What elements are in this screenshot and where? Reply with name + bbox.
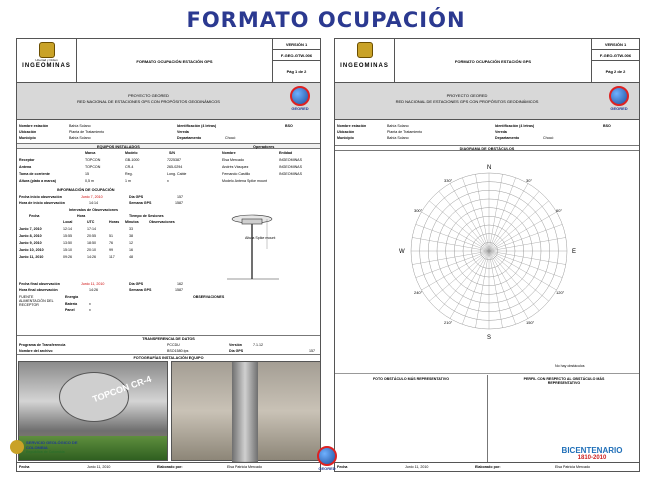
station-name-2: Bahía Solano bbox=[387, 124, 409, 128]
end-date-label: Fecha final observación bbox=[19, 282, 60, 286]
compass-west: W bbox=[399, 249, 405, 255]
ingeominas-logo-2 bbox=[335, 39, 395, 83]
interval-cell-local: 15:10 bbox=[63, 248, 72, 252]
ingeominas-logo bbox=[17, 39, 77, 83]
bicentenario-logo bbox=[552, 446, 632, 461]
equipment-section bbox=[17, 143, 320, 149]
location-value-2: Planta de Tratamiento bbox=[387, 130, 423, 134]
energy-label: Energía bbox=[65, 295, 79, 299]
equipment-row bbox=[17, 171, 320, 177]
compass-north: N bbox=[487, 165, 492, 171]
equipment-title: EQUIPOS INSTALADOS bbox=[97, 145, 140, 149]
municipality-label: Municipio bbox=[19, 136, 36, 140]
interval-cell-fecha: Junio 9, 2010 bbox=[19, 241, 42, 245]
footer-author-2: Elsa Patricia Mercado bbox=[555, 465, 590, 469]
equipment-cell-modelo: CR-4 bbox=[125, 165, 134, 169]
interval-cell-horas: 76 bbox=[109, 241, 113, 245]
form-footer-2 bbox=[335, 462, 639, 471]
equipment-cell-nombre: Fernando Castillo bbox=[222, 172, 251, 176]
globe-icon bbox=[317, 446, 337, 466]
interval-cell-local: 09:26 bbox=[63, 255, 72, 259]
project-name: PROYECTO GEORED bbox=[128, 93, 169, 98]
equipment-cell-marca: TOPCON bbox=[85, 158, 101, 162]
servicio-geologico-logo bbox=[10, 440, 80, 454]
municipality-value-2: Bahía Solano bbox=[387, 136, 409, 140]
equipment-cell-modelo: GB-1000 bbox=[125, 158, 140, 162]
col-date: Fecha bbox=[29, 214, 40, 218]
location-value: Planta de Tratamiento bbox=[69, 130, 105, 134]
angle-label: 150° bbox=[526, 320, 535, 326]
occupation-form-page-1 bbox=[16, 38, 321, 472]
interval-cell-minutos: 12 bbox=[129, 241, 133, 245]
ident-label: Identificación (4 letras) bbox=[177, 124, 217, 128]
geored-bottom-label: GEORED bbox=[318, 466, 336, 471]
col-serial: S/N bbox=[169, 151, 175, 155]
compass-east: E bbox=[572, 249, 577, 255]
footer-author-label-2: Elaborado por: bbox=[475, 465, 501, 469]
angle-label: 240° bbox=[413, 290, 423, 295]
globe-icon bbox=[609, 86, 629, 106]
municipality-value: Bahía Solano bbox=[69, 136, 91, 140]
transfer-day-label: Día GPS bbox=[229, 349, 244, 353]
angle-label: 60° bbox=[556, 208, 563, 213]
department-value: Chocó bbox=[225, 136, 236, 140]
ident-value: BSO bbox=[285, 124, 293, 128]
col-observations: Observaciones bbox=[149, 220, 175, 224]
col-brand: Marca bbox=[85, 151, 96, 155]
end-date: Junio 11, 2010 bbox=[81, 282, 105, 286]
transfer-day-value: 157 bbox=[309, 349, 315, 353]
interval-cell-local: 13:50 bbox=[63, 241, 72, 245]
footer-date-2: Junio 11, 2010 bbox=[405, 465, 429, 469]
start-time-label: Hora de inicio observación bbox=[19, 201, 65, 205]
col-model: Modelo bbox=[125, 151, 138, 155]
panel-value: x bbox=[89, 308, 91, 312]
footer-date: Junio 11, 2010 bbox=[87, 465, 111, 469]
antenna-mount-diagram bbox=[217, 209, 287, 289]
divider bbox=[335, 373, 639, 374]
footer-date-label: Fecha bbox=[19, 465, 30, 469]
col-minutes: Minutos bbox=[125, 220, 139, 224]
angle-label: 330° bbox=[444, 177, 453, 183]
col-session-time: Tiempo de Sesiones bbox=[129, 214, 164, 218]
observations-label: OBSERVACIONES bbox=[193, 295, 225, 299]
geored-logo-2 bbox=[605, 86, 633, 116]
department-label-2: Departamento bbox=[495, 136, 520, 140]
geored-logo-label-2: GEORED bbox=[610, 106, 628, 111]
antenna-photo-label: TOPCON CR-4 bbox=[91, 373, 153, 405]
col-entity: Entidad bbox=[279, 151, 293, 155]
equipment-cell-label: Receptor bbox=[19, 158, 35, 162]
interval-cell-minutos: 48 bbox=[129, 255, 133, 259]
gps-week: 1587 bbox=[175, 201, 183, 205]
location-label: Ubicación bbox=[19, 130, 37, 134]
bicentenario-label: BICENTENARIO bbox=[561, 446, 623, 455]
logo-subcaption: Libertad y Orden bbox=[35, 58, 58, 62]
angle-label: 210° bbox=[444, 320, 453, 326]
equipment-cell-nombre: Andrés Vásquez bbox=[222, 165, 249, 169]
equipment-cell-marca: 15 bbox=[85, 172, 89, 176]
interval-cell-utc: 20:10 bbox=[87, 248, 96, 252]
end-time-label: Hora final observación bbox=[19, 288, 58, 292]
project-description-2: RED NACIONAL DE ESTACIONES GPS CON PROPÓSITOS GEODINÁMICOS bbox=[395, 99, 539, 104]
bicentenario-years: 1810-2010 bbox=[577, 455, 607, 461]
col-local: Local bbox=[63, 220, 73, 224]
col-hours: Horas bbox=[109, 220, 120, 224]
interval-cell-horas: 117 bbox=[109, 255, 115, 259]
station-row-3-p2 bbox=[335, 135, 639, 141]
servicio-label: SERVICIO GEOLÓGICO DE COLOMBIA bbox=[26, 440, 78, 450]
end-gps-day: 162 bbox=[177, 282, 183, 286]
equipment-cell-entidad: INGEOMINAS bbox=[279, 165, 302, 169]
program-label: Programa de Transferencia bbox=[19, 343, 66, 347]
compass-south: S bbox=[487, 335, 492, 341]
operators-title: Operadores bbox=[253, 145, 275, 149]
equipment-cell-sn: x bbox=[167, 179, 169, 183]
ident-value-2: BSO bbox=[603, 124, 611, 128]
col-utc: UTC bbox=[87, 220, 95, 224]
equipment-cell-marca: TOPCON bbox=[85, 165, 101, 169]
interval-cell-fecha: Junio 7, 2010 bbox=[19, 227, 42, 231]
colombia-shield-icon bbox=[39, 42, 55, 58]
globe-icon bbox=[290, 86, 310, 106]
station-row-3 bbox=[17, 135, 320, 141]
station-name: Bahía Solano bbox=[69, 124, 91, 128]
equipment-cell-label: Altura (plato a marca) bbox=[19, 179, 56, 183]
page-number: Pág 1 de 2 bbox=[286, 69, 307, 74]
logo-caption: INGEOMINAS bbox=[22, 63, 71, 69]
photos-section: FOTOGRAFÍAS INSTALACIÓN EQUIPO bbox=[17, 354, 320, 360]
version-label-2: VERSIÓN 1 bbox=[592, 39, 639, 50]
department-label: Departamento bbox=[177, 136, 202, 140]
equipment-row bbox=[17, 178, 320, 184]
angle-label: 30° bbox=[526, 177, 533, 183]
geored-bottom-logo bbox=[313, 446, 341, 471]
form-title-2: FORMATO OCUPACIÓN ESTACIÓN GPS bbox=[454, 58, 532, 64]
start-time: 14:14 bbox=[89, 201, 98, 205]
interval-cell-utc: 14:26 bbox=[87, 255, 96, 259]
ident-label-2: Identificación (4 letras) bbox=[495, 124, 535, 128]
project-band bbox=[17, 83, 320, 120]
occupation-section: INFORMACIÓN DE OCUPACIÓN bbox=[57, 188, 115, 192]
republica-label: República de Colombia bbox=[26, 450, 65, 454]
geored-logo-label: GEORED bbox=[291, 106, 309, 111]
equipment-cell-entidad: INGEOMINAS bbox=[279, 172, 302, 176]
interval-cell-minutos: 33 bbox=[129, 227, 133, 231]
form-header bbox=[17, 39, 320, 83]
equipment-cell-sn: 265-0294 bbox=[167, 165, 183, 169]
logo-caption-2: INGEOMINAS bbox=[340, 63, 389, 69]
version-box bbox=[272, 39, 320, 83]
program-value: PCCDU bbox=[167, 343, 180, 347]
gps-week-label: Semana GPS bbox=[129, 201, 152, 205]
interval-cell-horas: 51 bbox=[109, 234, 113, 238]
energy-row bbox=[17, 294, 320, 300]
equipment-cell-modelo: 1 m bbox=[125, 179, 131, 183]
station-name-label-2: Nombre estación bbox=[337, 124, 367, 128]
obstacle-profile-box: PERFIL CON RESPECTO AL OBSTÁCULO MÁS REPRESENTATIVO bbox=[523, 377, 605, 385]
battery-label: Batería bbox=[65, 302, 78, 306]
obstacle-polar-diagram bbox=[399, 161, 579, 341]
project-name-2: PROYECTO GEORED bbox=[446, 93, 488, 98]
interval-cell-local: 15:55 bbox=[63, 234, 72, 238]
col-operator-name: Nombre bbox=[222, 151, 236, 155]
footer-author: Elsa Patricia Mercado bbox=[227, 465, 262, 469]
interval-cell-utc: 17:14 bbox=[87, 227, 96, 231]
project-band-2 bbox=[335, 83, 639, 120]
version-label: VERSIÓN 1 bbox=[273, 39, 320, 50]
vereda-label-2: Vereda bbox=[495, 130, 507, 134]
no-obstacles-note: No hay obstáculos bbox=[555, 364, 585, 368]
occupation-form-page-2 bbox=[334, 38, 640, 472]
file-label: Nombre del archivo bbox=[19, 349, 53, 353]
end-time: 14:26 bbox=[89, 288, 98, 292]
equipment-cell-sn: Long. Cable bbox=[167, 172, 187, 176]
file-value: BSO1580.tps bbox=[167, 349, 189, 353]
equipment-cell-entidad: INGEOMINAS bbox=[279, 158, 302, 162]
end-gps-week: 1587 bbox=[175, 288, 183, 292]
page-number-2: Pág 2 de 2 bbox=[605, 69, 626, 74]
obstacle-photo-box: FOTO OBSTÁCULO MÁS REPRESENTATIVO bbox=[335, 375, 488, 463]
panel-label: Panel bbox=[65, 308, 75, 312]
col-hour: Hora bbox=[77, 214, 86, 218]
obstacle-diagram-section: DIAGRAMA DE OBSTÁCULOS bbox=[335, 145, 639, 151]
equipment-cell-nombre: Modelo Antena Spike mount bbox=[222, 179, 267, 183]
footer-date-label-2: Fecha bbox=[337, 465, 348, 469]
form-code: F-GEO-GTW-006 bbox=[273, 50, 320, 61]
interval-cell-utc: 20:55 bbox=[87, 234, 96, 238]
interval-cell-fecha: Junio 10, 2010 bbox=[19, 248, 44, 252]
form-title: FORMATO OCUPACIÓN ESTACIÓN GPS bbox=[136, 58, 213, 64]
interval-cell-minutos: 16 bbox=[129, 248, 133, 252]
shield-icon bbox=[10, 440, 24, 454]
angle-label: 120° bbox=[556, 290, 565, 295]
interval-cell-utc: 18:50 bbox=[87, 241, 96, 245]
equipment-row bbox=[17, 157, 320, 163]
equipment-row bbox=[17, 164, 320, 170]
battery-value: x bbox=[89, 302, 91, 306]
equipment-cell-marca: 0,5 m bbox=[85, 179, 94, 183]
version-field-value: 7.1.12 bbox=[253, 343, 263, 347]
panel-row bbox=[17, 307, 320, 313]
municipality-label-2: Municipio bbox=[337, 136, 354, 140]
equipment-cell-label: Toma de corriente bbox=[19, 172, 50, 176]
interval-cell-horas: 99 bbox=[109, 248, 113, 252]
colombia-shield-icon bbox=[357, 42, 373, 58]
gps-day: 157 bbox=[177, 195, 183, 199]
form-footer bbox=[17, 462, 320, 471]
power-source-label: FUENTE ALIMENTACIÓN DEL RECEPTOR bbox=[19, 295, 54, 307]
equipment-cell-modelo: Reg. bbox=[125, 172, 133, 176]
equipment-cell-nombre: Elsa Mercado bbox=[222, 158, 244, 162]
angle-label: 300° bbox=[413, 208, 423, 213]
intervals-title: Intervalos de Observaciones bbox=[69, 208, 118, 212]
station-name-label: Nombre estación bbox=[19, 124, 49, 128]
version-field-label: Versión bbox=[229, 343, 242, 347]
transfer-section: TRANSFERENCIA DE DATOS bbox=[17, 335, 320, 341]
spike-mount-photo bbox=[171, 361, 321, 461]
form-code-2: F-GEO-GTW-006 bbox=[592, 50, 639, 61]
end-gps-day-label: Día GPS bbox=[129, 282, 144, 286]
start-time-row bbox=[17, 200, 320, 206]
gps-day-label: Día GPS bbox=[129, 195, 144, 199]
end-time-row bbox=[17, 287, 320, 293]
geored-logo bbox=[286, 86, 314, 116]
location-label-2: Ubicación bbox=[337, 130, 355, 134]
end-gps-week-label: Semana GPS bbox=[129, 288, 152, 292]
equipment-cell-sn: 7225387 bbox=[167, 158, 181, 162]
project-description: RED NACIONAL DE ESTACIONES GPS CON PROPÓSITOS GEODINÁMICOS bbox=[77, 99, 220, 104]
version-box-2 bbox=[591, 39, 639, 83]
interval-cell-fecha: Junio 8, 2010 bbox=[19, 234, 42, 238]
slide-title: FORMATO OCUPACIÓN bbox=[186, 8, 466, 32]
form-header-2 bbox=[335, 39, 639, 83]
interval-cell-minutos: 38 bbox=[129, 234, 133, 238]
vereda-label: Vereda bbox=[177, 130, 189, 134]
start-date: Junio 7, 2010 bbox=[81, 195, 103, 199]
antenna-caption: Altura Spike mount bbox=[245, 236, 276, 240]
footer-author-label: Elaborado por: bbox=[157, 465, 183, 469]
equipment-cell-label: Antena bbox=[19, 165, 32, 169]
equipment-col-header bbox=[17, 150, 320, 156]
interval-cell-local: 12:14 bbox=[63, 227, 72, 231]
interval-cell-fecha: Junio 11, 2010 bbox=[19, 255, 44, 259]
department-value-2: Chocó bbox=[543, 136, 554, 140]
start-date-label: Fecha inicio observación bbox=[19, 195, 62, 199]
